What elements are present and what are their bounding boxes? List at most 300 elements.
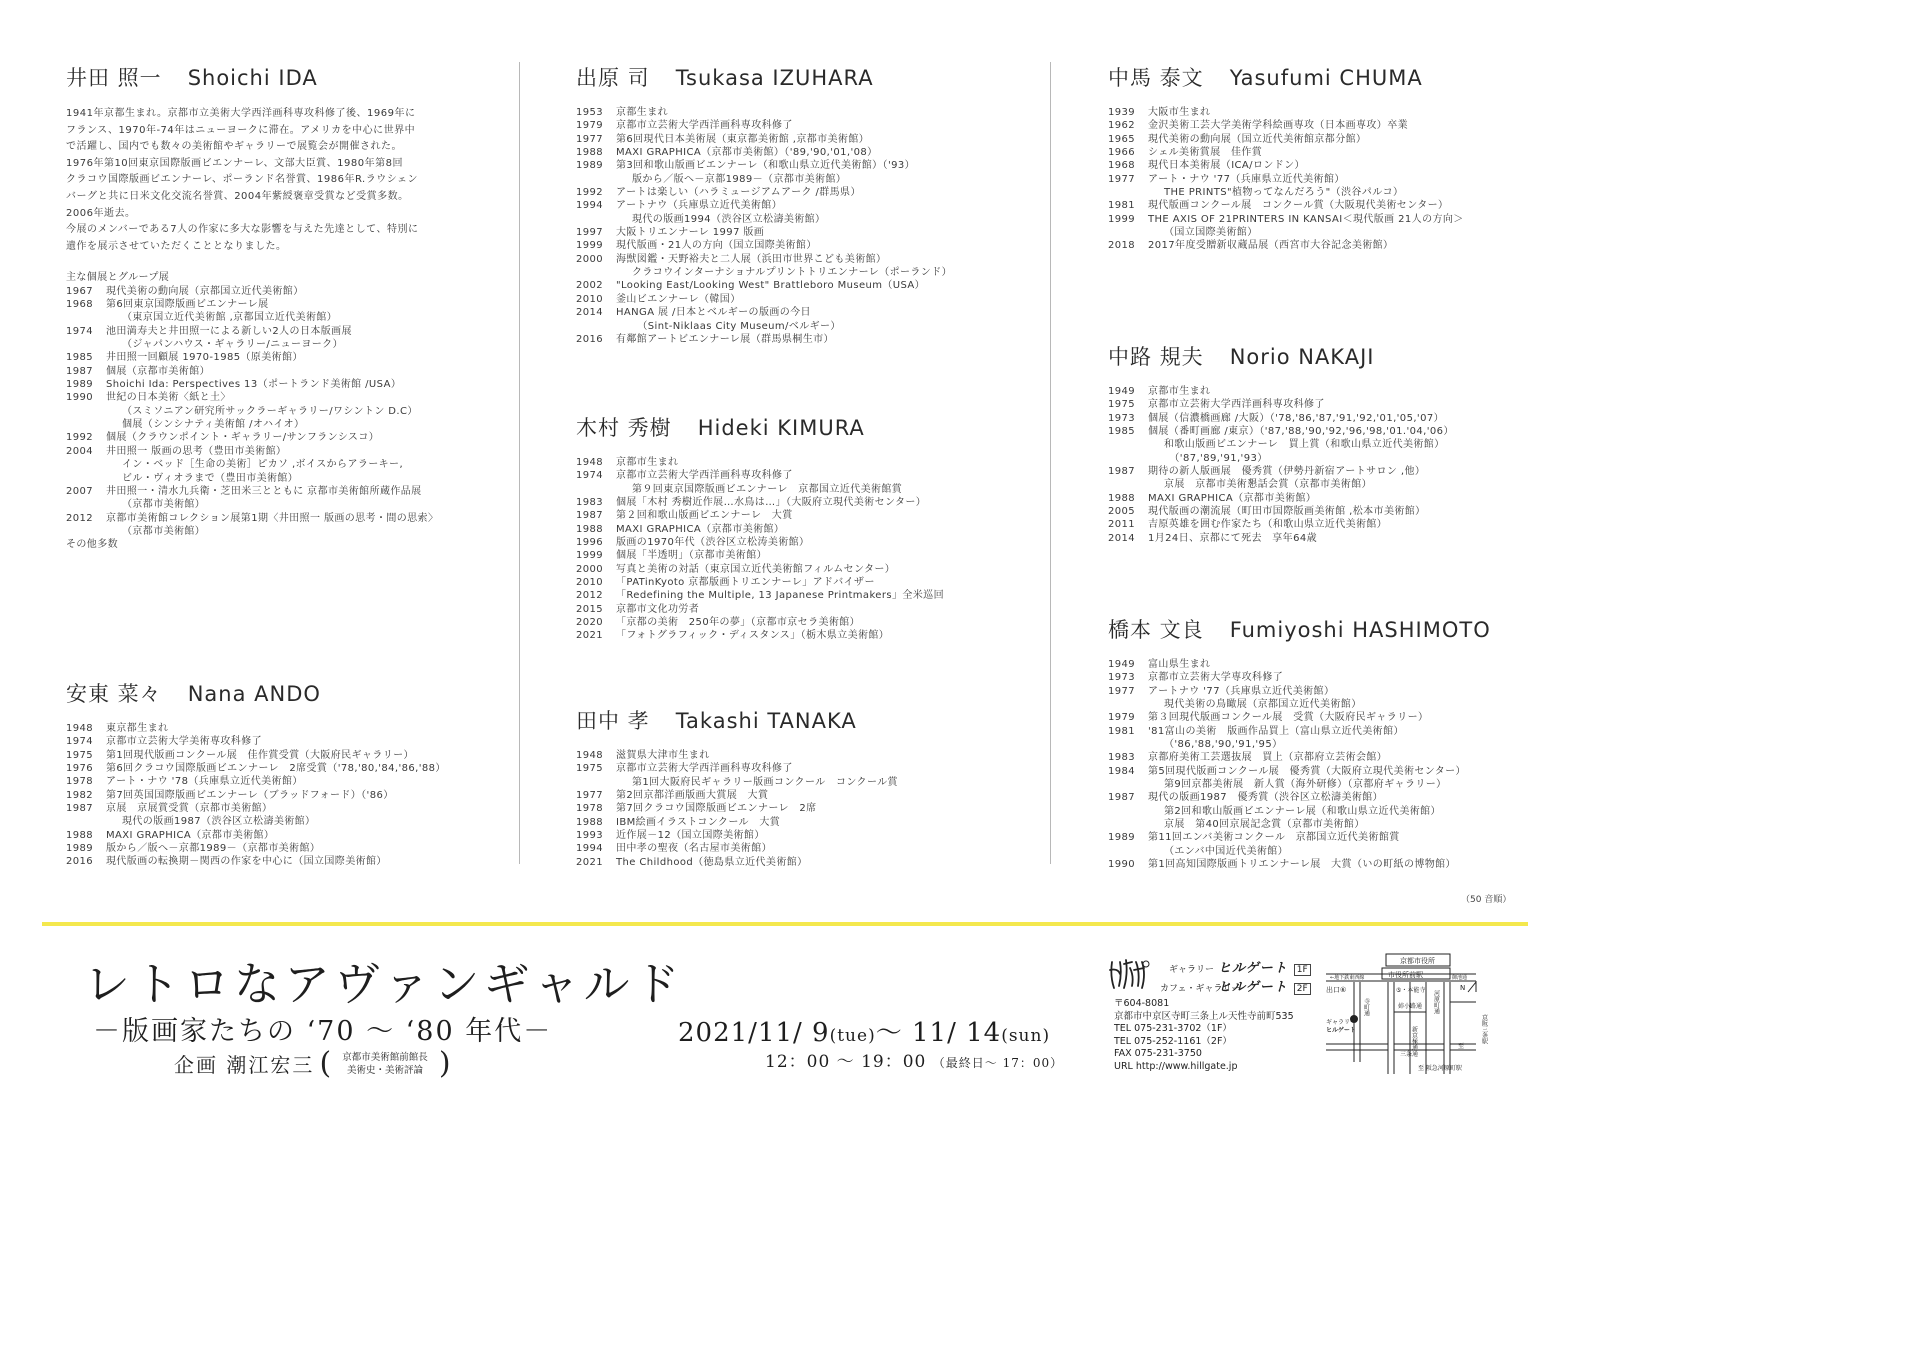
entry-text: 個展（番町画廊 /東京）（'87,'88,'90,'92,'96,'98,'01.'04,'06）	[1148, 426, 1454, 438]
list-item	[1108, 805, 1548, 818]
entry-list	[576, 106, 1036, 346]
entry-text: 第6回現代日本美術展（東京都美術館 ,京都市美術館）	[616, 133, 870, 145]
name-en: Norio NAKAJI	[1229, 345, 1375, 369]
list-item	[66, 829, 506, 842]
entry-year: 1988	[1108, 492, 1136, 504]
list-item	[1108, 213, 1548, 226]
date-start-day: (tue)	[829, 1026, 876, 1046]
list-item	[66, 472, 506, 485]
entry-year: 1973	[1108, 672, 1136, 684]
entry-year: 1987	[1108, 792, 1136, 804]
bio-line: 今展のメンバーである7人の作家に多大な影響を与えた先達として、特別に	[66, 224, 419, 236]
artist-name	[66, 62, 506, 92]
map-label-north: N	[1460, 984, 1466, 992]
entry-year: 1989	[576, 160, 604, 172]
list-item	[1108, 685, 1548, 698]
entry-text: 第2回和歌山版画ビエンナーレ展（和歌山県立近代美術館）	[1164, 805, 1441, 817]
entry-year: 1989	[66, 843, 94, 855]
entry-year	[66, 458, 106, 471]
entry-text: （'86,'88,'90,'91,'95）	[1164, 739, 1283, 751]
entry-text: THE PRINTS"植物ってなんだろう"（渋谷パルコ）	[1164, 187, 1404, 199]
list-item	[576, 829, 1036, 842]
list-item	[1108, 532, 1548, 545]
gallery-name: ヒルゲート	[1218, 980, 1288, 995]
entry-list	[576, 749, 1036, 869]
map-label-exit: 出口⑥	[1326, 986, 1347, 994]
list-item	[66, 775, 506, 788]
entry-year: 2005	[1108, 506, 1136, 518]
list-item	[576, 106, 1036, 119]
name-jp: 井田 照一	[66, 66, 162, 90]
date-start: 11/ 9	[757, 1018, 830, 1048]
street-address: 京都市中京区寺町三条上ル天性寺前町535	[1114, 1010, 1294, 1022]
entry-text: 池田満寿夫と井田照一による新しい2人の日本版画展	[106, 325, 352, 337]
floor-badge: 1F	[1294, 964, 1311, 976]
list-item	[1108, 133, 1548, 146]
entry-year	[1108, 452, 1148, 465]
list-item	[576, 173, 1036, 186]
list-item	[576, 816, 1036, 829]
list-item	[66, 445, 506, 458]
list-item	[66, 351, 506, 364]
map-label-oike: 御池通	[1452, 975, 1468, 981]
map-label-gallery-2: ヒルゲート	[1326, 1027, 1356, 1034]
column-divider-1	[519, 62, 520, 864]
entry-year: 2011	[1108, 519, 1136, 531]
entry-year	[66, 525, 106, 538]
order-note: （50 音順）	[1461, 895, 1512, 905]
entry-text: 個展（シンシナティ美術館 /オハイオ）	[122, 419, 305, 431]
entry-text: 現代日本美術展（ICA/ロンドン）	[1148, 160, 1305, 172]
phone-2f: TEL 075-252-1161（2F）	[1114, 1035, 1232, 1047]
list-item	[576, 749, 1036, 762]
entry-year: 1985	[66, 352, 94, 364]
name-en: Hideki KIMURA	[697, 416, 865, 440]
entry-year: 1974	[576, 470, 604, 482]
entry-text: （東京国立近代美術館 ,京都国立近代美術館）	[122, 312, 338, 324]
entry-year	[1108, 698, 1148, 711]
entry-year: 1997	[576, 227, 604, 239]
entry-year: 1994	[576, 200, 604, 212]
list-item	[576, 802, 1036, 815]
entry-text: MAXI GRAPHICA（京都市美術館）	[1148, 492, 1317, 504]
entry-year: 2021	[576, 856, 604, 868]
list-item	[576, 279, 1036, 292]
entry-year: 1948	[576, 457, 604, 468]
entry-text: 京都市立芸術大学美術専攻科修了	[106, 736, 262, 748]
name-en: Shoichi IDA	[187, 66, 318, 90]
phone-1f: TEL 075-231-3702（1F）	[1114, 1023, 1232, 1035]
hours-note: （最終日～ 17：00）	[932, 1056, 1064, 1070]
entry-text: 版から／版へ－京都1989－（京都市美術館）	[632, 173, 847, 185]
list-item	[1108, 738, 1548, 751]
entry-text: 現代の版画1987 優秀賞（渋谷区立松濤美術館）	[1148, 792, 1384, 804]
entry-year: 1996	[576, 537, 604, 549]
entry-year: 1988	[576, 816, 604, 828]
list-item	[66, 722, 506, 735]
entry-year: 1968	[1108, 160, 1136, 172]
entry-text: 1月24日、京都にて死去 享年64歳	[1148, 532, 1318, 544]
entry-year: 1979	[1108, 712, 1136, 724]
list-item	[66, 285, 506, 298]
entry-list	[1108, 385, 1548, 545]
list-item	[66, 431, 506, 444]
date-end-day: (sun)	[1001, 1026, 1051, 1046]
entry-year: 2007	[66, 485, 94, 497]
entry-year: 1977	[576, 133, 604, 145]
list-item	[1108, 478, 1548, 491]
entry-text: 個展「木村 秀樹近作展…水鳥は…」（大阪府立現代美術センター）	[616, 497, 927, 509]
list-item	[66, 311, 506, 324]
entry-year	[1108, 478, 1148, 491]
entry-year: 1979	[576, 120, 604, 132]
name-en: Tsukasa IZUHARA	[675, 66, 874, 90]
entry-text: （ジャパンハウス・ギャラリー/ニューヨーク）	[122, 339, 343, 351]
list-item	[66, 735, 506, 748]
entry-text: 京都市立芸術大学西洋画科専攻科修了	[616, 763, 793, 775]
list-item	[576, 603, 1036, 616]
planner-roles	[342, 1051, 428, 1077]
entry-year: 1990	[66, 392, 94, 404]
entry-text: 釜山ビエンナーレ（韓国）	[616, 293, 741, 305]
entry-text: 「Redefining the Multiple, 13 Japanese Printmakers」全米巡回	[616, 590, 944, 602]
entry-year	[66, 405, 106, 418]
entry-list	[576, 456, 1036, 643]
entry-list	[1108, 658, 1548, 872]
entry-text: 写真と美術の対話（東京国立近代美術館フィルムセンター）	[616, 563, 896, 575]
entry-text: HANGA 展 /日本とベルギーの版画の今日	[616, 307, 811, 319]
entry-text: 京展 京展賞受賞（京都市美術館）	[106, 803, 273, 815]
list-item	[1108, 765, 1548, 778]
entry-list	[66, 722, 506, 869]
entry-year: 1994	[576, 843, 604, 855]
entry-year: 2016	[576, 333, 604, 345]
map-label-anekoji: 姉小路通	[1398, 1003, 1423, 1010]
gallery-logo	[1106, 956, 1150, 994]
list-item	[576, 293, 1036, 306]
entry-text: 第5回現代版画コンクール展 優秀賞（大阪府立現代美術センター）	[1148, 765, 1466, 777]
entry-year: 1989	[1108, 832, 1136, 844]
list-item	[576, 496, 1036, 509]
entry-text: （エンバ中国近代美術館）	[1164, 845, 1289, 857]
entry-year: 1983	[1108, 752, 1136, 764]
list-item	[576, 456, 1036, 469]
entry-year: 1974	[66, 325, 94, 337]
list-item	[66, 418, 506, 431]
bio-line: 1941年京都生まれ。京都市立美術大学西洋画科専攻科修了後、1969年に	[66, 108, 416, 119]
list-item	[1108, 698, 1548, 711]
opening-hours	[765, 1047, 1063, 1072]
artist-name	[66, 678, 506, 708]
entry-text: 金沢美術工芸大学美術学科絵画専攻（日本画専攻）卒業	[1148, 120, 1408, 132]
entry-text: 第1回大阪府民ギャラリー版画コンクール コンクール賞	[632, 776, 898, 788]
list-item	[1108, 492, 1548, 505]
entry-year: 1990	[1108, 859, 1136, 871]
entry-year	[1108, 186, 1148, 199]
entry-year	[66, 338, 106, 351]
hours-text: 12：00 ～ 19：00	[765, 1052, 927, 1072]
artist-name	[1108, 614, 1548, 644]
name-en: Nana ANDO	[187, 682, 321, 706]
entry-year	[1108, 438, 1148, 451]
list-item	[576, 239, 1036, 252]
entry-year: 2004	[66, 445, 94, 457]
bio-line: フランス、1970年-74年はニューヨークに滞在。アメリカを中心に世界中	[66, 124, 416, 136]
entry-year: 1949	[1108, 659, 1136, 670]
list-item	[576, 199, 1036, 212]
entry-year	[66, 498, 106, 511]
map-label-honnoji: ⑤・本能寺	[1396, 987, 1426, 994]
list-item	[1108, 425, 1548, 438]
list-item	[576, 306, 1036, 319]
list-footer: その他多数	[66, 539, 118, 551]
entry-text: アート・ナウ '78（兵庫県立近代美術館）	[106, 776, 303, 788]
gallery-name: ヒルゲート	[1218, 961, 1288, 976]
entry-year: 2000	[576, 563, 604, 575]
map-label-to: 至	[1458, 1043, 1465, 1050]
entry-year: 1965	[1108, 133, 1136, 145]
map-label-hankyu: 至 阪急河原町駅	[1418, 1065, 1462, 1072]
entry-text: 「京都の美術 250年の夢」（京都市京セラ美術館）	[616, 617, 861, 629]
artist-hashimoto	[1108, 614, 1548, 872]
list-item	[1108, 239, 1548, 252]
planner-role-1: 京都市美術館前館長	[342, 1051, 428, 1063]
entry-text: クラコウインターナショナルプリントトリエンナーレ（ポーランド）	[632, 267, 952, 279]
map-label-city-hall: 京都市役所	[1400, 957, 1435, 965]
entry-text: 現代版画の転換期－関西の作家を中心に（国立国際美術館）	[106, 856, 387, 868]
name-jp: 中馬 泰文	[1108, 66, 1204, 90]
list-item	[576, 762, 1036, 775]
entry-year: 1987	[66, 365, 94, 377]
artist-name	[1108, 62, 1548, 92]
entry-text: 富山県生まれ	[1148, 659, 1211, 670]
list-item	[1108, 751, 1548, 764]
list-item	[576, 226, 1036, 239]
entry-text: （スミソニアン研究所サックラーギャラリー/ワシントン D.C）	[122, 405, 418, 417]
entry-text: 2017年度受贈新収蔵品展（西宮市大谷記念美術館）	[1148, 240, 1394, 252]
entry-text: 京展 京都市美術懇話会賞（京都市美術館）	[1164, 479, 1372, 491]
website-url[interactable]: URL http://www.hillgate.jp	[1114, 1060, 1238, 1072]
entry-year: 1977	[1108, 685, 1136, 697]
entry-year: 1999	[576, 550, 604, 562]
entry-year	[66, 418, 106, 431]
entry-text: 第９回東京国際版画ビエンナーレ 京都国立近代美術館賞	[632, 483, 903, 495]
list-item	[576, 856, 1036, 869]
gallery-line-1	[1160, 960, 1311, 979]
entry-text: （Sint-Niklaas City Museum/ベルギー）	[632, 320, 841, 332]
list-item	[1108, 671, 1548, 684]
entry-text: 個展「半透明」（京都市美術館）	[616, 550, 767, 562]
bio-line: バーグと共に日米文化交流名誉賞、2004年紫綬褒章受賞など受賞多数。	[66, 190, 409, 202]
entry-text: 井田照一 版画の思考（豊田市美術館）	[106, 445, 287, 457]
entry-year: 1948	[66, 723, 94, 734]
map-label-teramachi: 寺町通	[1362, 998, 1370, 1016]
list-item	[576, 549, 1036, 562]
name-jp: 田中 孝	[576, 709, 650, 733]
entry-year: 1974	[66, 736, 94, 748]
entry-text: 個展（信濃橋画廊 /大阪）（'78,'86,'87,'91,'92,'01,'05,'07）	[1148, 412, 1444, 424]
entry-text: 第3回和歌山版画ビエンナーレ（和歌山県立近代美術館）（'93）	[616, 160, 916, 172]
entry-year: 1988	[66, 829, 94, 841]
entry-year: 2000	[576, 253, 604, 265]
list-item	[576, 509, 1036, 522]
fax-number: FAX 075-231-3750	[1114, 1048, 1202, 1060]
entry-year: 1975	[66, 749, 94, 761]
map-label-gallery-1: ギャラリー	[1326, 1019, 1357, 1026]
entry-text: 井田照一・清水九兵衛・芝田米三とともに 京都市美術館所蔵作品展	[106, 485, 422, 497]
entry-text: （京都市美術館）	[122, 499, 206, 511]
bio-line: で活躍し、国内でも数々の美術館やギャラリーで展覧会が開催された。	[66, 141, 402, 153]
entry-year	[66, 815, 106, 828]
entry-text: 吉原英雄を囲む作家たち（和歌山県立近代美術館）	[1148, 519, 1388, 531]
entry-year: 1978	[66, 776, 94, 788]
list-item	[576, 776, 1036, 789]
planner	[174, 1046, 451, 1081]
entry-text: 近作展－12（国立国際美術館）	[616, 830, 765, 842]
list-item	[1108, 106, 1548, 119]
list-item	[576, 589, 1036, 602]
list-item	[66, 391, 506, 404]
bio-line: クラコウ国際版画ビエンナーレ、ポーランド名誉賞、1986年R.ラウシェン	[66, 174, 419, 186]
entry-year: 1967	[66, 285, 94, 297]
list-item	[1108, 725, 1548, 738]
entry-year	[1108, 845, 1148, 858]
bio-line: 遺作を展示させていただくこととなりました。	[66, 240, 287, 252]
entry-text: イン・ベッド［生命の美術］ピカソ ,ボイスからアラーキー,	[122, 459, 404, 471]
entry-text: 現代版画・21人の方向（国立国際美術館）	[616, 240, 817, 252]
entry-year: 1973	[1108, 412, 1136, 424]
artist-tanaka	[576, 705, 1036, 869]
list-item	[576, 320, 1036, 333]
name-jp: 出原 司	[576, 66, 650, 90]
list-item	[576, 186, 1036, 199]
bio-line: 1976年第10回東京国際版画ビエンナーレ、文部大臣賞、1980年第8回	[66, 157, 403, 169]
list-item	[576, 576, 1036, 589]
entry-text: 現代美術の動向展（国立近代美術館京都分館）	[1148, 133, 1367, 145]
list-item	[1108, 791, 1548, 804]
list-item	[576, 333, 1036, 346]
date-year: 2021/	[678, 1018, 758, 1048]
list-item	[1108, 778, 1548, 791]
entry-year: 1999	[576, 240, 604, 252]
list-item	[1108, 199, 1548, 212]
entry-text: 現代版画コンクール展 コンクール賞（大阪現代美術センター）	[1148, 200, 1449, 212]
entry-year: 1989	[66, 379, 94, 391]
list-item	[66, 762, 506, 775]
entry-text: 東京都生まれ	[106, 723, 169, 734]
entry-year: 2012	[576, 590, 604, 602]
entry-year: 2014	[1108, 532, 1136, 544]
entry-text: 京都市立芸術大学西洋画科専攻科修了	[616, 470, 793, 482]
list-item	[576, 146, 1036, 159]
entry-text: THE AXIS OF 21PRINTERS IN KANSAI＜現代版画 21人の方向＞	[1148, 213, 1464, 225]
entry-year: 2015	[576, 603, 604, 615]
entry-year: 1962	[1108, 120, 1136, 132]
entry-text: 個展（京都市美術館）	[106, 365, 210, 377]
list-item	[576, 133, 1036, 146]
entry-text: MAXI GRAPHICA（京都市美術館）（'89,'90,'01,'08）	[616, 147, 878, 159]
entry-text: 現代の版画1987（渋谷区立松濤美術館）	[122, 816, 316, 828]
list-item	[66, 855, 506, 868]
list-item	[66, 498, 506, 511]
entry-text: 第３回現代版画コンクール展 受賞（大阪府民ギャラリー）	[1148, 712, 1429, 724]
entry-year: 2018	[1108, 240, 1136, 252]
name-jp: 木村 秀樹	[576, 416, 672, 440]
name-jp: 中路 規夫	[1108, 345, 1204, 369]
entry-year: 1988	[576, 147, 604, 159]
entry-text: 個展（クラウンポイント・ギャラリー/サンフランシスコ）	[106, 432, 380, 444]
entry-text: 海獣図鑑・天野裕夫と二人展（浜田市世界こども美術館）	[616, 253, 887, 265]
entry-year: 1987	[66, 803, 94, 815]
entry-text: 「PATinKyoto 京都版画トリエンナーレ」アドバイザー	[616, 577, 875, 589]
entry-year: 1993	[576, 830, 604, 842]
entry-year: 1985	[1108, 426, 1136, 438]
entry-year: 2010	[576, 577, 604, 589]
entry-year: 1992	[66, 432, 94, 444]
entry-list	[1108, 106, 1548, 253]
entry-year: 1978	[576, 803, 604, 815]
entry-text: 第2回京都洋画版画大賞展 大賞	[616, 790, 769, 802]
list-item	[66, 338, 506, 351]
list-item	[1108, 398, 1548, 411]
entry-year	[1108, 818, 1148, 831]
entry-text: 和歌山版画ビエンナーレ 買上賞（和歌山県立近代美術館）	[1164, 439, 1445, 451]
entry-text: Shoichi Ida: Perspectives 13（ポートランド美術館 /USA）	[106, 379, 402, 391]
list-item	[66, 405, 506, 418]
list-item	[66, 789, 506, 802]
list-item	[66, 365, 506, 378]
entry-text: （'87,'89,'91,'93）	[1164, 452, 1268, 464]
date-sep: ～	[875, 1018, 903, 1048]
entry-year: 2020	[576, 617, 604, 629]
artist-name	[576, 412, 1036, 442]
gallery-names	[1160, 960, 1311, 998]
list-item	[576, 842, 1036, 855]
list-item	[1108, 159, 1548, 172]
list-item	[1108, 505, 1548, 518]
entry-year	[576, 213, 616, 226]
entry-year	[1108, 226, 1148, 239]
entry-text: 第1回高知国際版画トリエンナーレ展 大賞（いの町紙の博物館）	[1148, 859, 1456, 871]
list-item	[1108, 465, 1548, 478]
entry-year: 1966	[1108, 147, 1136, 159]
map-label-station: 市役所前駅	[1388, 971, 1423, 979]
list-item	[576, 789, 1036, 802]
list-item	[66, 842, 506, 855]
entry-year: 1975	[1108, 399, 1136, 411]
entry-year	[1108, 738, 1148, 751]
entry-text: 有鄰館アートビエンナーレ展（群馬県桐生市）	[616, 333, 834, 345]
artist-name	[576, 62, 1036, 92]
entry-text: 現代版画の潮流展（町田市国際版画美術館 ,松本市美術館）	[1148, 506, 1426, 518]
entry-year: 1977	[576, 790, 604, 802]
list-item	[66, 378, 506, 391]
list-item	[576, 119, 1036, 132]
entry-text: アートナウ（兵庫県立近代美術館）	[616, 200, 783, 212]
list-item	[66, 525, 506, 538]
entry-year: 1968	[66, 299, 94, 311]
entry-text: 京展 第40回京展記念賞（京都市美術館）	[1164, 819, 1365, 831]
list-item	[576, 629, 1036, 642]
exhibition-dates	[678, 1012, 1050, 1049]
list-item	[1108, 385, 1548, 398]
planner-label: 企画 潮江宏三	[174, 1053, 315, 1077]
entry-text: 第1回現代版画コンクール展 佳作賞受賞（大阪府民ギャラリー）	[106, 749, 414, 761]
list-item	[1108, 831, 1548, 844]
entry-text: 世紀の日本美術〈紙と土〉	[106, 392, 231, 404]
list-item	[576, 483, 1036, 496]
map-label-kawaramachi: 河原町通	[1432, 990, 1440, 1014]
